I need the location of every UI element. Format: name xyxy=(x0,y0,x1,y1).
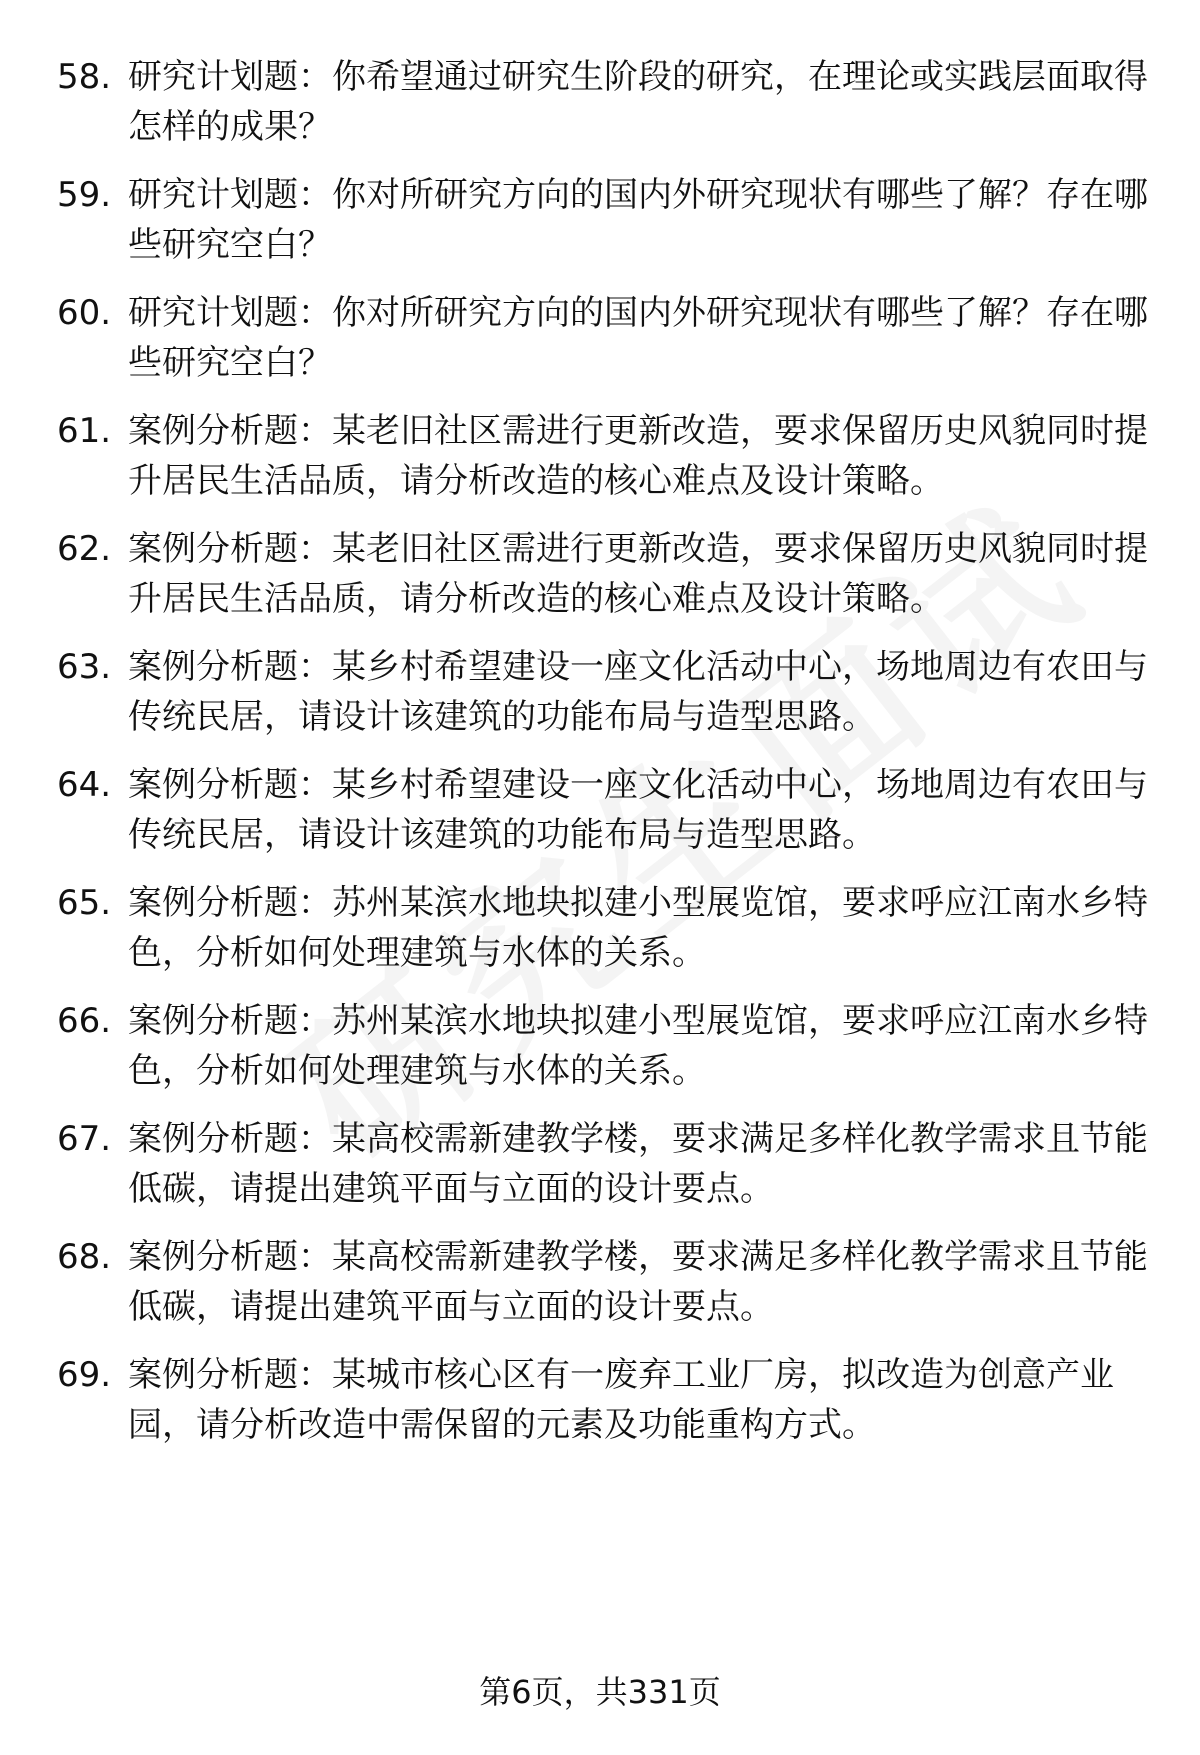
question-text: 案例分析题：苏州某滨水地块拟建小型展览馆，要求呼应江南水乡特色，分析如何处理建筑与水体的关系。 xyxy=(128,883,1148,973)
question-text: 案例分析题：某老旧社区需进行更新改造，要求保留历史风貌同时提升居民生活品质，请分析改造的核心难点及设计策略。 xyxy=(128,411,1148,501)
question-number: 69. xyxy=(57,1355,112,1395)
question-item xyxy=(0,1350,1200,1450)
question-item xyxy=(0,996,1200,1096)
question-item xyxy=(0,878,1200,978)
question-number: 66. xyxy=(57,1001,112,1041)
question-text: 研究计划题：你对所研究方向的国内外研究现状有哪些了解？存在哪些研究空白？ xyxy=(128,293,1148,383)
question-text: 案例分析题：某高校需新建教学楼，要求满足多样化教学需求且节能低碳，请提出建筑平面与立面的设计要点。 xyxy=(128,1119,1148,1209)
question-number: 65. xyxy=(57,883,112,923)
question-text: 案例分析题：苏州某滨水地块拟建小型展览馆，要求呼应江南水乡特色，分析如何处理建筑与水体的关系。 xyxy=(128,1001,1148,1091)
question-text: 研究计划题：你对所研究方向的国内外研究现状有哪些了解？存在哪些研究空白？ xyxy=(128,175,1148,265)
question-item xyxy=(0,170,1200,270)
question-item xyxy=(0,1232,1200,1332)
question-text: 案例分析题：某高校需新建教学楼，要求满足多样化教学需求且节能低碳，请提出建筑平面与立面的设计要点。 xyxy=(128,1237,1148,1327)
question-number: 58. xyxy=(57,57,112,97)
question-number: 68. xyxy=(57,1237,112,1277)
question-text: 研究计划题：你希望通过研究生阶段的研究，在理论或实践层面取得怎样的成果？ xyxy=(128,57,1148,147)
question-item xyxy=(0,1114,1200,1214)
question-item xyxy=(0,288,1200,388)
question-item xyxy=(0,642,1200,742)
question-item xyxy=(0,524,1200,624)
question-number: 67. xyxy=(57,1119,112,1159)
question-text: 案例分析题：某城市核心区有一废弃工业厂房，拟改造为创意产业园，请分析改造中需保留的元素及功能重构方式。 xyxy=(128,1355,1114,1445)
question-number: 62. xyxy=(57,529,112,569)
question-number: 59. xyxy=(57,175,112,215)
question-item xyxy=(0,52,1200,152)
question-number: 64. xyxy=(57,765,112,805)
question-text: 案例分析题：某老旧社区需进行更新改造，要求保留历史风貌同时提升居民生活品质，请分析改造的核心难点及设计策略。 xyxy=(128,529,1148,619)
question-number: 61. xyxy=(57,411,112,451)
page-indicator: 第6页，共331页 xyxy=(479,1673,721,1711)
question-number: 63. xyxy=(57,647,112,687)
question-number: 60. xyxy=(57,293,112,333)
question-item xyxy=(0,406,1200,506)
question-text: 案例分析题：某乡村希望建设一座文化活动中心，场地周边有农田与传统民居，请设计该建筑的功能布局与造型思路。 xyxy=(128,647,1148,737)
question-item xyxy=(0,760,1200,860)
question-text: 案例分析题：某乡村希望建设一座文化活动中心，场地周边有农田与传统民居，请设计该建筑的功能布局与造型思路。 xyxy=(128,765,1148,855)
